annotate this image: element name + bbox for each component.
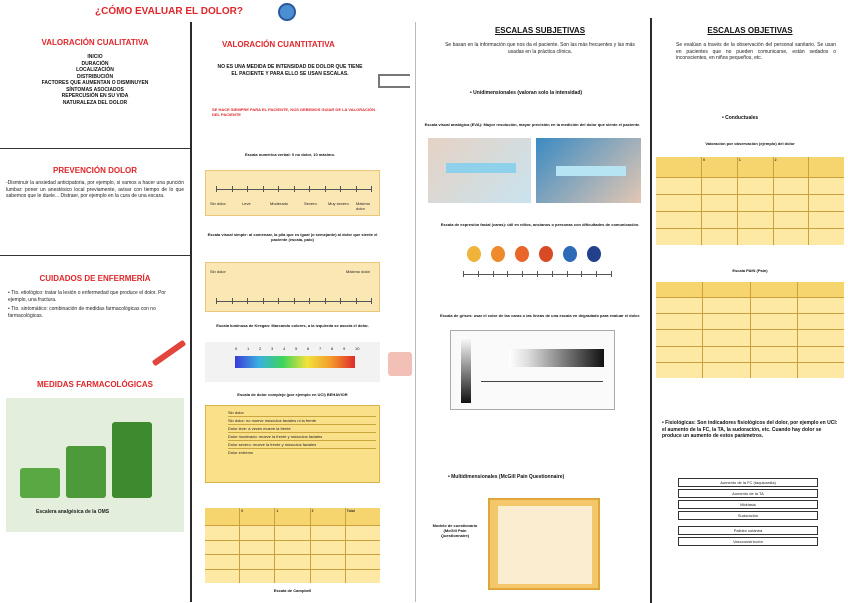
scale-tick (232, 298, 233, 304)
color-scale (205, 342, 380, 382)
scale-tick (278, 186, 279, 192)
cuali-item: FACTORES QUE AUMENTAN O DISMINUYEN (41, 80, 149, 86)
fisio-box: Palidez cutánea (678, 526, 818, 535)
behavior-row: Dolor severo: mueve la frente y músculos faciales (228, 441, 376, 449)
scale-tick (294, 298, 295, 304)
subj-text: Se basan en la información que nos da el paciente. Son las más frecuentes y las más usadas en la práctica clínica. (445, 42, 635, 55)
scale-tick (309, 298, 310, 304)
scale-tick (567, 271, 568, 277)
cuali-item: REPERCUSIÓN EN SU VIDA (61, 93, 129, 99)
color-num: 1 (247, 346, 250, 351)
scale-tick (340, 298, 341, 304)
campbell-caption: Escala de Campbell (273, 588, 312, 593)
eva-ruler (556, 166, 626, 176)
note-text: SE HACE SIEMPRE PARA EL PACIENTE, NOS DEBEMOS GUIAR DE LA VALORACIÓN DEL PACIENTE (212, 107, 375, 117)
photo-eva-2 (536, 138, 641, 203)
eva-ruler (446, 163, 516, 173)
scale-tick (247, 186, 248, 192)
color-num: 10 (355, 346, 360, 351)
evn-scale (205, 170, 380, 216)
gray-bar (461, 337, 471, 403)
cuid-title: CUIDADOS DE ENFERMERÍA (39, 274, 151, 283)
cuali-list (0, 54, 190, 106)
scale-tick (232, 186, 233, 192)
subj-title: ESCALAS SUBJETIVAS (494, 26, 586, 35)
page-title: ¿CÓMO EVALUAR EL DOLOR? (95, 6, 243, 17)
behavior-table (205, 405, 380, 483)
scale-tick (356, 298, 357, 304)
cuali-title: VALORACIÓN CUALITATIVA (41, 38, 149, 47)
gray-ruler (481, 381, 603, 382)
prev-text: -Disminuir la ansiedad anticipatoria, por ejemplo, si vamos a hacer una punción lumbar: poner un anestésico local previamente, avisar con tiempo de lo que sabemos que le duele... Distraer, por ejemplo en la cura de una escara. (6, 180, 184, 199)
scale-tick (325, 298, 326, 304)
gray-steps (509, 349, 604, 367)
cuali-item: LOCALIZACIÓN (76, 67, 114, 73)
scale-tick (537, 271, 538, 277)
behavior-row: Dolor moderado: mueve la frente y músculos faciales (228, 433, 376, 441)
step-1 (20, 468, 60, 498)
doctor-icon (278, 3, 296, 21)
scale-tick (596, 271, 597, 277)
scale-tick (263, 298, 264, 304)
escalera-image (6, 398, 184, 532)
obj-text: Se evalúan a través de la observación del personal sanitario. Se usan en pacientes que no pueden comunicarse, están sedados o inconscientes, en niños pequeños, etc. (676, 42, 836, 61)
face-icon (563, 246, 577, 262)
fisio-box: Vasoconstricción (678, 537, 818, 546)
farm-title: MEDIDAS FARMACOLÓGICAS (37, 380, 153, 389)
face-icon (491, 246, 505, 262)
behavior-row: Sin dolor (228, 409, 376, 417)
color-num: 9 (343, 346, 346, 351)
arrow-icon (378, 74, 410, 88)
ana-caption: Escala visual analógica (EVA): Mayor resolución, mayor precisión en la medición del dolor que siente el paciente. (424, 122, 641, 127)
color-caption: Escala luminosa de Keegan: Marcando colores, a la izquierda se asocia el dolor. (216, 323, 369, 328)
mcgill-caption: Modelo de cuestionario (McGill Pain Questionnaire) (432, 523, 478, 538)
gray-caption: Escala de grises: usar el color de las caras o las líneas de una escala en degradado para evaluar el dolor. (439, 313, 641, 318)
evn-label: Leve (242, 201, 251, 206)
multi-label: • Multidimensionales (McGill Pain Questionnaire) (448, 474, 565, 480)
escalera-caption: Escalera analgésica de la OMS (36, 509, 110, 515)
faces-scale (455, 238, 620, 290)
scale-tick (356, 186, 357, 192)
campbell-table: 0 1 2 Total (205, 508, 380, 583)
cuali-item: DISTRIBUCIÓN (76, 73, 114, 80)
color-num: 0 (235, 346, 238, 351)
evn-caption: Escala numérica verbal: 0 no dolor, 10 máximo. (244, 152, 336, 157)
behavior-caption: Escala de dolor complejo (por ejemplo en UCI) BEHAVIOR (237, 392, 348, 397)
cuali-item: NATURALEZA DEL DOLOR (62, 99, 128, 106)
fisio-box: Aumento de la FC (taquicardia) (678, 478, 818, 487)
vas-caption: Escala visual simple: al comenzar, la pila que es igual (o semejante) al dolor que siente el paciente (escala, palo) (207, 232, 378, 242)
cuali-item: SÍNTOMAS ASOCIADOS (66, 86, 124, 93)
mcgill-image (488, 498, 600, 590)
color-num: 2 (259, 346, 262, 351)
color-num: 6 (307, 346, 310, 351)
vas-left-label: Sin dolor (210, 269, 226, 274)
pain-table (656, 282, 844, 378)
scale-tick (371, 298, 372, 304)
divider (190, 22, 192, 602)
fisio-box: Sudoración (678, 511, 818, 520)
conduct-label: • Conductuales (722, 115, 759, 121)
evn-label: Máximo dolor (356, 201, 371, 211)
cuanti-text: NO ES UNA MEDIDA DE INTENSIDAD DE DOLOR QUE TIENE EL PACIENTE Y PARA ELLO SE USAN ESCALAS. (217, 64, 363, 77)
cuanti-title: VALORACIÓN CUANTITATIVA (222, 40, 335, 49)
pain-icon (388, 352, 412, 376)
faces-caption: Escala de expresión facial (caras): útil en niños, ancianos o personas con dificultades de comunicación. (440, 222, 640, 227)
evn-label: Muy severo (328, 201, 349, 206)
step-3 (112, 422, 152, 498)
cuali-item: DURACIÓN (81, 60, 109, 67)
divider (650, 18, 652, 603)
cuid-item: • Tto. sintomático: combinación de medidas farmacológicas con no farmacológicas. (8, 306, 156, 319)
behavior-row: Dolor leve: a veces mueve la frente (228, 425, 376, 433)
scale-tick (611, 271, 612, 277)
color-num: 8 (331, 346, 334, 351)
evn-label: Severo (304, 201, 317, 206)
scale-tick (522, 271, 523, 277)
fisio-box: Aumento de la TA (678, 489, 818, 498)
scale-tick (552, 271, 553, 277)
color-bar (235, 356, 355, 368)
cuali-item: INICIO (87, 54, 103, 60)
color-num: 5 (295, 346, 298, 351)
evn-label: Sin dolor (210, 201, 226, 206)
scale-tick (216, 298, 217, 304)
vas-scale (205, 262, 380, 312)
obj-title: ESCALAS OBJETIVAS (707, 26, 793, 35)
syringe-icon (152, 340, 187, 367)
table1-caption: Valoración por observación (ejemplo) del dolor (705, 141, 795, 146)
divider (0, 148, 190, 149)
scale-tick (340, 186, 341, 192)
fisio-box: Midriasis (678, 500, 818, 509)
vas-right-label: Máximo dolor (346, 269, 371, 274)
scale-tick (493, 271, 494, 277)
mcgill-sheet (498, 506, 592, 584)
scale-tick (371, 186, 372, 192)
color-num: 3 (271, 346, 274, 351)
face-icon (515, 246, 529, 262)
gray-scale (450, 330, 615, 410)
color-num: 4 (283, 346, 286, 351)
scale-tick (325, 186, 326, 192)
cuid-item: • Tto. etiológico: tratar la lesión o enfermedad que produce el dolor. Por ejemplo, una fractura. (8, 290, 166, 303)
color-num: 7 (319, 346, 322, 351)
face-icon (467, 246, 481, 262)
scale-tick (463, 271, 464, 277)
divider (0, 255, 190, 256)
cuid-list (8, 290, 186, 319)
step-2 (66, 446, 106, 498)
fisio-boxes (678, 478, 818, 546)
scale-tick (309, 186, 310, 192)
scale-tick (216, 186, 217, 192)
scale-tick (581, 271, 582, 277)
prev-title: PREVENCIÓN DOLOR (52, 166, 137, 175)
fisio-text: • Fisiológicas: Son indicadores fisiológicos del dolor, por ejemplo en UCI: el aumento de la FC, la TA, la sudoración, etc. Cuando hay dolor se produce un aumento de estos parámetros. (662, 420, 838, 439)
behavior-row: Dolor extremo (228, 450, 254, 455)
obs-table: 0 1 2 (656, 157, 844, 245)
face-icon (539, 246, 553, 262)
scale-tick (478, 271, 479, 277)
divider (415, 22, 416, 602)
scale-tick (247, 298, 248, 304)
scale-tick (507, 271, 508, 277)
evn-label: Moderado (270, 201, 289, 206)
scale-tick (294, 186, 295, 192)
scale-tick (263, 186, 264, 192)
table2-caption: Escala PAIN (Pain) (732, 268, 768, 273)
scale-tick (278, 298, 279, 304)
behavior-row: Sin dolor: no mueve músculos faciales ni la frente (228, 417, 376, 425)
photo-eva (428, 138, 531, 203)
face-icon (587, 246, 601, 262)
unidim-label: • Unidimensionales (valoran solo la intensidad) (470, 90, 583, 96)
